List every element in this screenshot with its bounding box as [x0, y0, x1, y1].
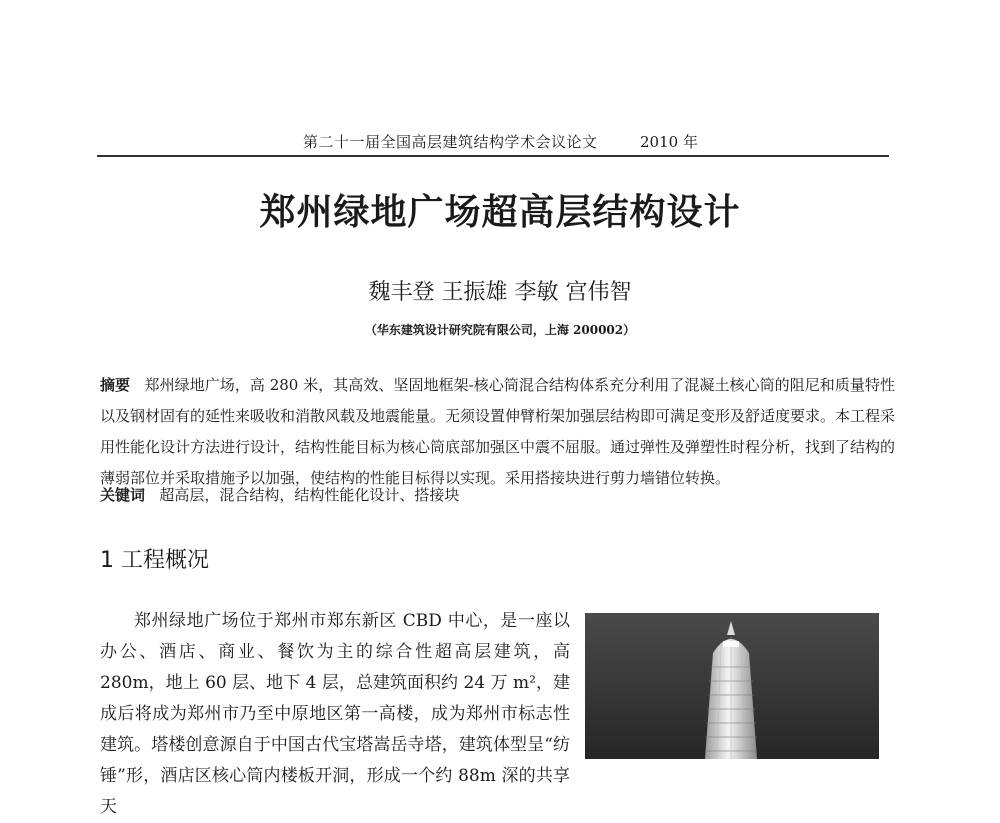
header-conference: 第二十一届全国高层建筑结构学术会议论文: [303, 133, 598, 151]
paper-title: 郑州绿地广场超高层结构设计: [259, 192, 741, 233]
section-heading: 1 工程概况: [100, 548, 209, 573]
keywords: [100, 480, 895, 511]
keywords-label: 关键词: [100, 486, 146, 504]
abstract: [100, 370, 895, 494]
tower-photo-illustration: [585, 613, 879, 759]
header-year: 2010 年: [640, 133, 698, 151]
tower-photo: [585, 613, 879, 759]
keywords-text: 超高层，混合结构，结构性能化设计、搭接块: [159, 486, 460, 504]
author-affiliation: （华东建筑设计研究院有限公司，上海 200002）: [364, 323, 636, 337]
abstract-label: 摘要: [100, 376, 131, 394]
running-header: [97, 127, 889, 157]
abstract-text: 郑州绿地广场，高 280 米，其高效、坚固地框架-核心筒混合结构体系充分利用了混凝土核心筒的阻尼和质量特性以及钢材固有的延性来吸收和消散风载及地震能量。无须设置伸臂桁架加强层结构即可满足变形及舒适度要求。本工程采用性能化设计方法进行设计，结构性能目标为核心筒底部加强区中震不屈服。通过弹性及弹塑性时程分析，找到了结构的薄弱部位并采取措施予以加强，使结构的性能目标得以实现。采用搭接块进行剪力墙错位转换。: [100, 376, 896, 487]
section-paragraph: 郑州绿地广场位于郑州市郑东新区 CBD 中心，是一座以办公、酒店、商业、餐饮为主的综合性超高层建筑，高 280m，地上 60 层、地下 4 层，总建筑面积约 24 万 m²，建成后将成为郑州市乃至中原地区第一高楼，成为郑州市标志性建筑。塔楼创意源自于中国古代宝塔嵩岳寺塔，建筑体型呈“纺锤”形，酒店区核心筒内楼板开洞，形成一个约 88m 深的共享天: [100, 611, 570, 817]
paper-authors: 魏丰登 王振雄 李敏 宫伟智: [368, 280, 632, 305]
